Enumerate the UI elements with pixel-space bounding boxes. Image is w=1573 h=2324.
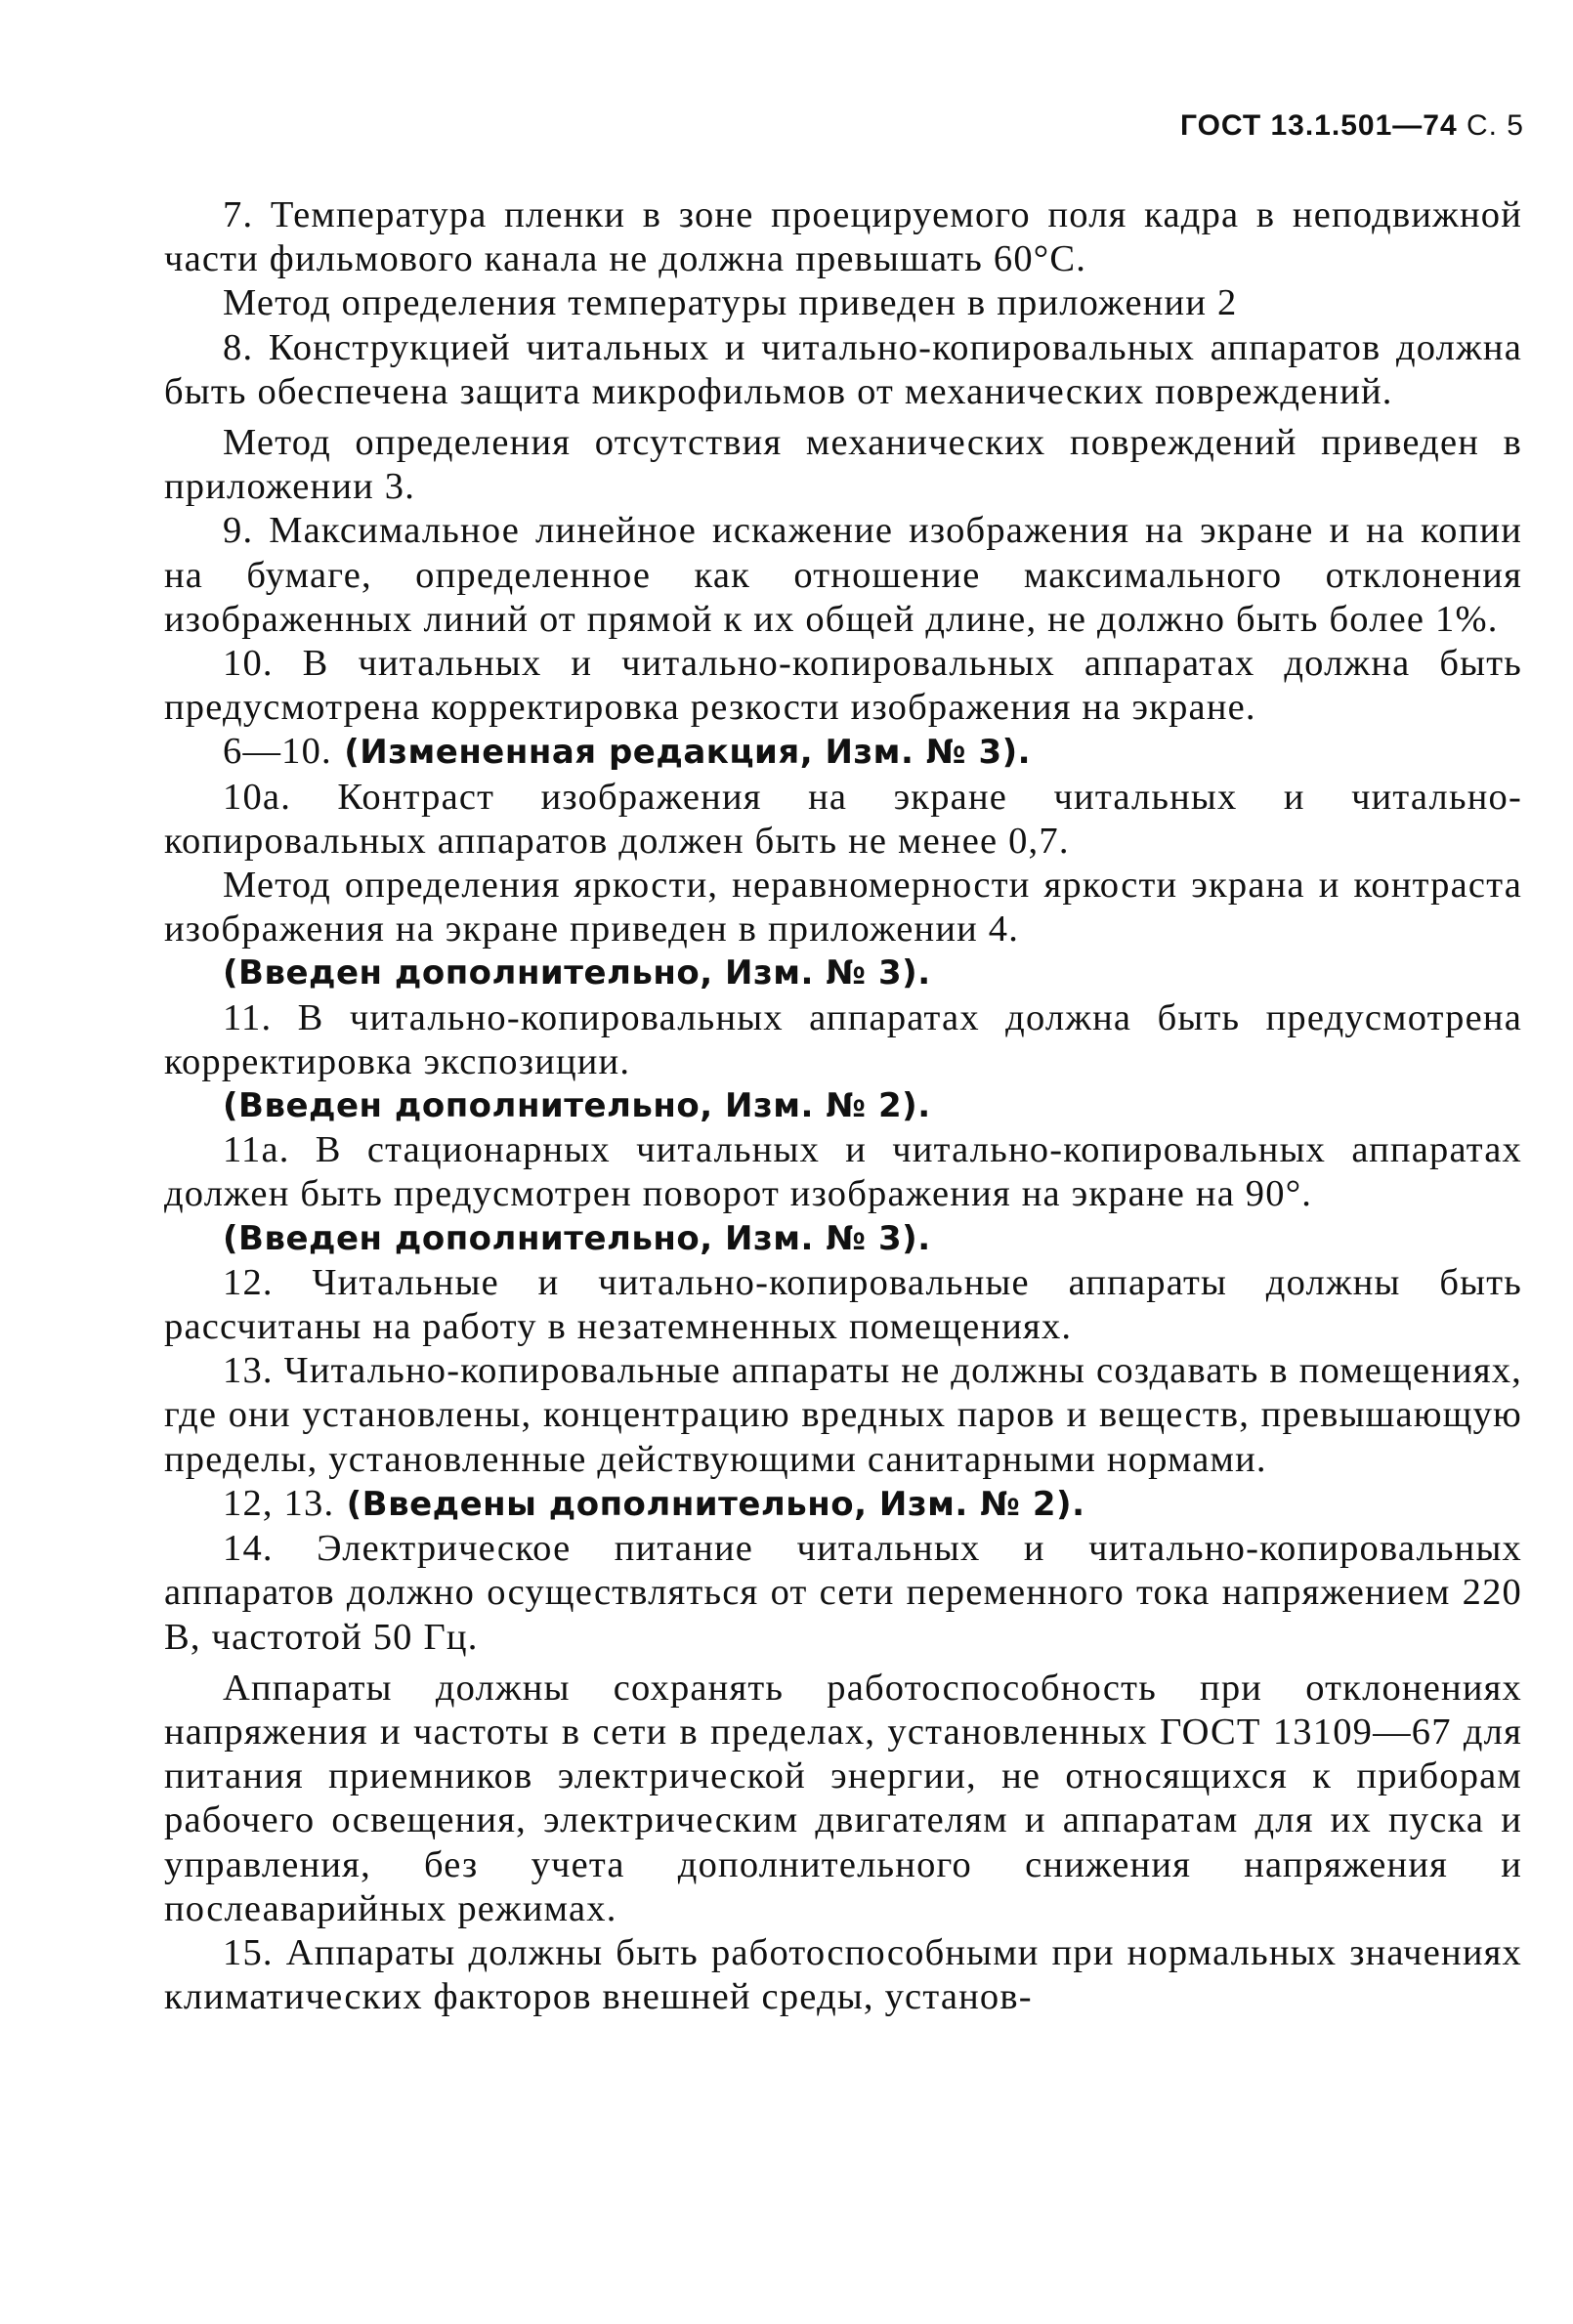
amendment-note-6-10 xyxy=(164,730,1522,775)
clause-14: 14. Электрическое питание читальных и читально-копировальных аппаратов должно осуществляться от сети переменного тока напряжением 220 В, частотой 50 Гц. xyxy=(164,1528,1522,1658)
clause-8-method: Метод определения отсутствия механических повреждений приведен в приложении 3. xyxy=(164,422,1522,508)
amendment-note-10a: (Введен дополнительно, Изм. № 3). xyxy=(223,953,931,993)
amendment-note-number: 12, 13. xyxy=(223,1482,335,1524)
document-body xyxy=(164,193,1522,2019)
amendment-note-text: (Введены дополнительно, Изм. № 2). xyxy=(346,1484,1085,1524)
clause-11: 11. В читально-копировальных аппаратах должна быть предусмотрена корректировка экспозиции. xyxy=(164,996,1522,1082)
amendment-note-11a: (Введен дополнительно, Изм. № 3). xyxy=(223,1218,931,1258)
amendment-note-12-13 xyxy=(164,1482,1522,1527)
standard-code: ГОСТ 13.1.501—74 xyxy=(1179,109,1458,142)
clause-14-tolerance: Аппараты должны сохранять работоспособность при отклонениях напряжения и частоты в сети в пределах, установленных ГОСТ 13109—67 для питания приемников электрической энергии, не относящихся к приборам рабочего освещения, электрическим двигателям и аппаратам для их пуска и управления, без учета дополнительного снижения напряжения и послеаварийных режимах. xyxy=(164,1667,1522,1929)
clause-7: 7. Температура пленки в зоне проецируемого поля кадра в неподвижной части фильмового канала не должна превышать 60°С. xyxy=(164,194,1522,280)
amendment-note-11: (Введен дополнительно, Изм. № 2). xyxy=(223,1086,931,1126)
clause-7-method: Метод определения температуры приведен в приложении 2 xyxy=(223,282,1238,324)
clause-12: 12. Читальные и читально-копировальные аппараты должны быть рассчитаны на работу в незатемненных помещениях. xyxy=(164,1261,1522,1348)
amendment-note-text: (Измененная редакция, Изм. № 3). xyxy=(344,733,1032,773)
page-number: С. 5 xyxy=(1466,109,1524,142)
clause-15: 15. Аппараты должны быть работоспособными при нормальных значениях климатических факторов внешней среды, установ- xyxy=(164,1931,1522,2018)
clause-8: 8. Конструкцией читальных и читально-копировальных аппаратов должна быть обеспечена защита микрофильмов от механических повреждений. xyxy=(164,326,1522,412)
page-header xyxy=(1180,109,1524,143)
clause-9: 9. Максимальное линейное искажение изображения на экране и на копии на бумаге, определенное как отношение максимального отклонения изображенных линий от прямой к их общей длине, не должно быть более 1%. xyxy=(164,510,1522,640)
amendment-note-number: 6—10. xyxy=(223,731,332,773)
clause-10a: 10а. Контраст изображения на экране читальных и читально-копировальных аппаратов должен быть не менее 0,7. xyxy=(164,776,1522,862)
clause-13: 13. Читально-копировальные аппараты не должны создавать в помещениях, где они установлены, концентрацию вредных паров и веществ, превышающую пределы, установленные действующими санитарными нормами. xyxy=(164,1350,1522,1480)
clause-10: 10. В читальных и читально-копировальных аппаратах должна быть предусмотрена корректировка резкости изображения на экране. xyxy=(164,643,1522,729)
clause-10a-method: Метод определения яркости, неравномерности яркости экрана и контраста изображения на экране приведен в приложении 4. xyxy=(164,865,1522,951)
clause-11a: 11а. В стационарных читальных и читально-копировальных аппаратах должен быть предусмотрен поворот изображения на экране на 90°. xyxy=(164,1129,1522,1215)
